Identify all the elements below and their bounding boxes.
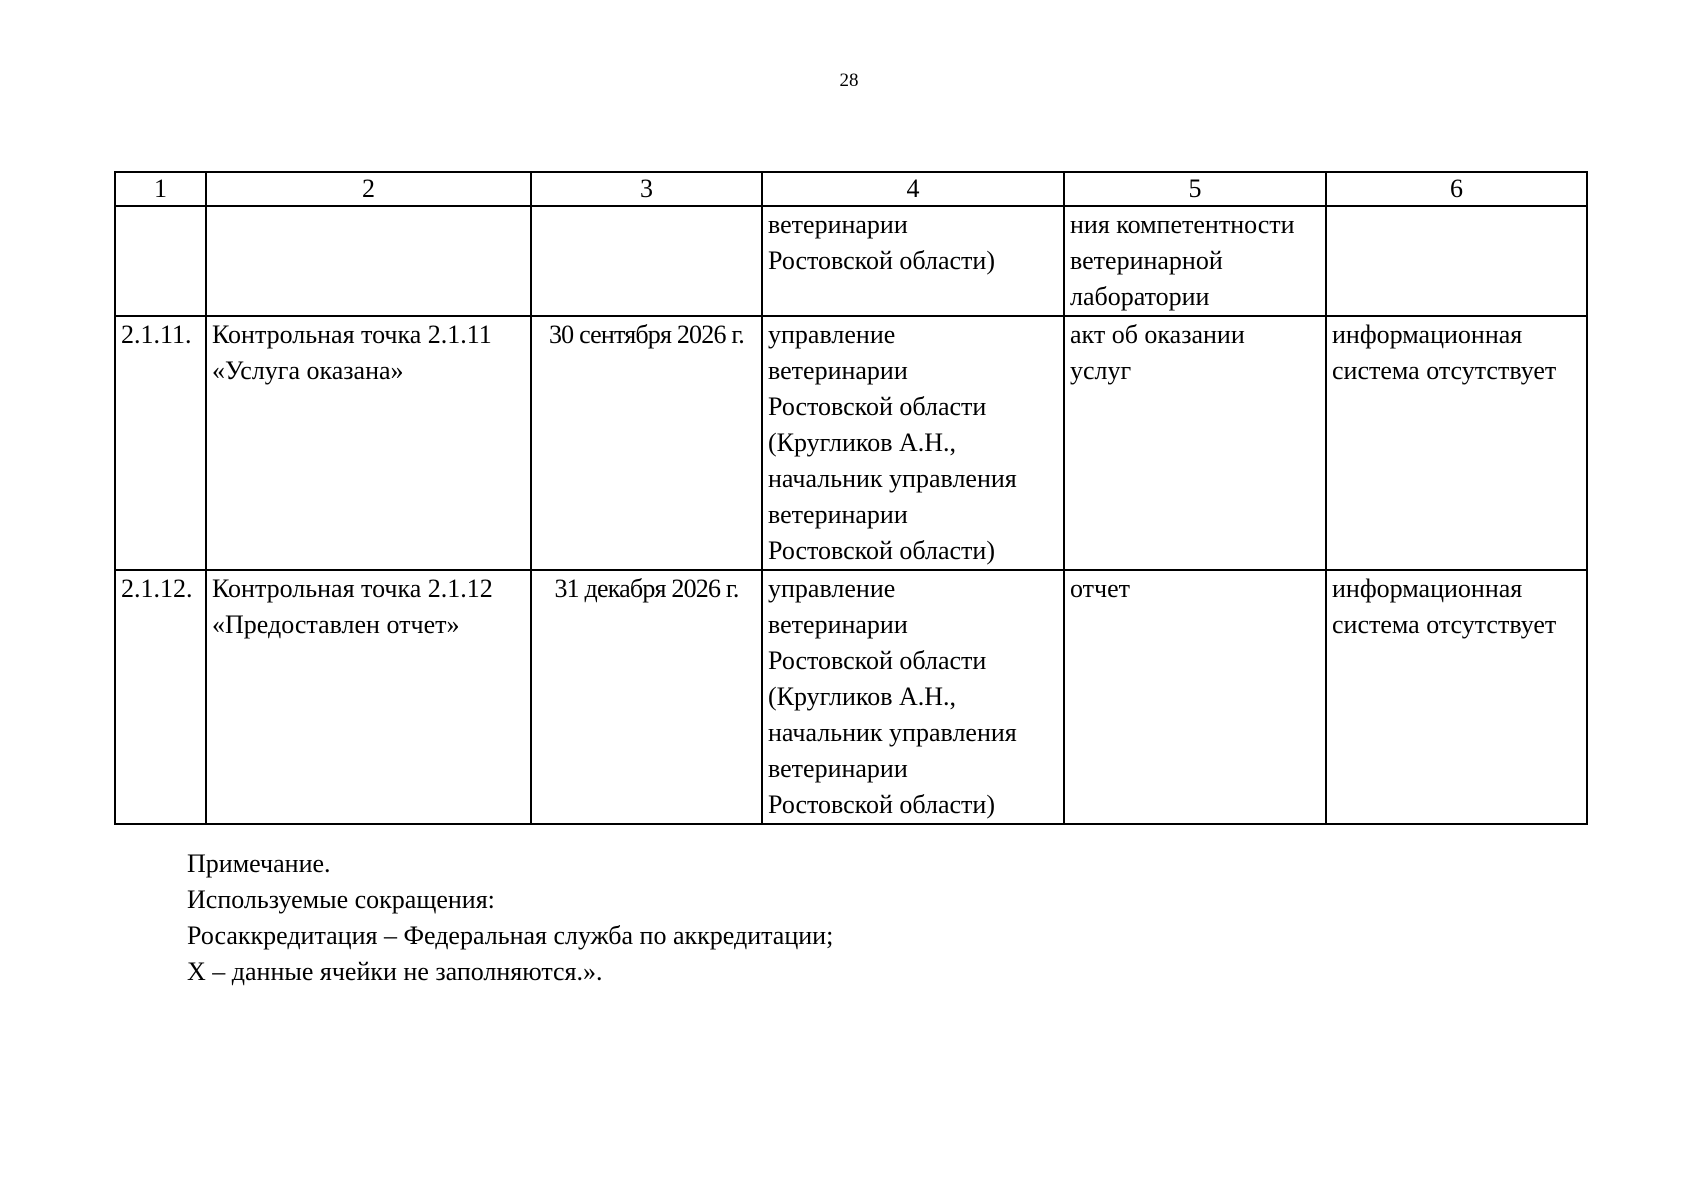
document-line: отчет	[1070, 574, 1130, 603]
responsible-line: начальник управления	[768, 464, 1017, 493]
info-system-line: информационная	[1332, 574, 1523, 603]
info-system-cell	[1326, 316, 1587, 570]
name-line: «Предоставлен отчет»	[212, 610, 460, 639]
info-system-cell	[1326, 570, 1587, 824]
note-title: Примечание.	[187, 849, 331, 878]
page-number: 28	[839, 70, 859, 91]
responsible-line: управление	[768, 320, 896, 349]
date-cell: 30 сентября 2026 г.	[531, 316, 762, 570]
responsible-line: Ростовской области)	[768, 246, 995, 275]
responsible-line: ветеринарии	[768, 356, 908, 385]
name-cell	[206, 316, 531, 570]
responsible-line: ветеринарии	[768, 754, 908, 783]
document-line: ветеринарной	[1070, 246, 1223, 275]
info-system-line: система отсутствует	[1332, 356, 1557, 385]
row-number-cell	[115, 206, 206, 316]
responsible-cell	[762, 570, 1064, 824]
responsible-line: ветеринарии	[768, 610, 908, 639]
document-cell	[1064, 316, 1326, 570]
document-cell	[1064, 570, 1326, 824]
table-row	[115, 316, 1587, 570]
responsible-line: Ростовской области	[768, 392, 987, 421]
note-line: X – данные ячейки не заполняются.».	[187, 957, 603, 986]
document-line: услуг	[1070, 356, 1132, 385]
control-points-table	[114, 171, 1588, 825]
document-line: лаборатории	[1070, 282, 1210, 311]
responsible-line: Ростовской области)	[768, 536, 995, 565]
column-header: 1	[115, 172, 206, 206]
responsible-line: ветеринарии	[768, 210, 908, 239]
responsible-line: начальник управления	[768, 718, 1017, 747]
table-header-row	[115, 172, 1587, 206]
info-system-line: информационная	[1332, 320, 1523, 349]
document-line: ния компетентности	[1070, 210, 1295, 239]
responsible-line: Ростовской области)	[768, 790, 995, 819]
responsible-line: ветеринарии	[768, 500, 908, 529]
info-system-line: система отсутствует	[1332, 610, 1557, 639]
note-block	[187, 846, 833, 990]
name-line: «Услуга оказана»	[212, 356, 404, 385]
column-header: 5	[1064, 172, 1326, 206]
date-cell: 31 декабря 2026 г.	[531, 570, 762, 824]
name-line: Контрольная точка 2.1.11	[212, 320, 492, 349]
responsible-line: Ростовской области	[768, 646, 987, 675]
date-cell	[531, 206, 762, 316]
note-line: Росаккредитация – Федеральная служба по аккредитации;	[187, 921, 834, 950]
document-line: акт об оказании	[1070, 320, 1245, 349]
column-header: 3	[531, 172, 762, 206]
responsible-line: (Кругликов А.Н.,	[768, 428, 957, 457]
column-header: 4	[762, 172, 1064, 206]
column-header: 2	[206, 172, 531, 206]
name-cell	[206, 570, 531, 824]
column-header: 6	[1326, 172, 1587, 206]
responsible-cell	[762, 206, 1064, 316]
responsible-line: управление	[768, 574, 896, 603]
document-cell	[1064, 206, 1326, 316]
row-number-cell: 2.1.11.	[115, 316, 206, 570]
row-number-cell: 2.1.12.	[115, 570, 206, 824]
info-system-cell	[1326, 206, 1587, 316]
name-line: Контрольная точка 2.1.12	[212, 574, 493, 603]
table-row	[115, 206, 1587, 316]
responsible-line: (Кругликов А.Н.,	[768, 682, 957, 711]
table-row	[115, 570, 1587, 824]
name-cell	[206, 206, 531, 316]
responsible-cell	[762, 316, 1064, 570]
note-line: Используемые сокращения:	[187, 885, 495, 914]
